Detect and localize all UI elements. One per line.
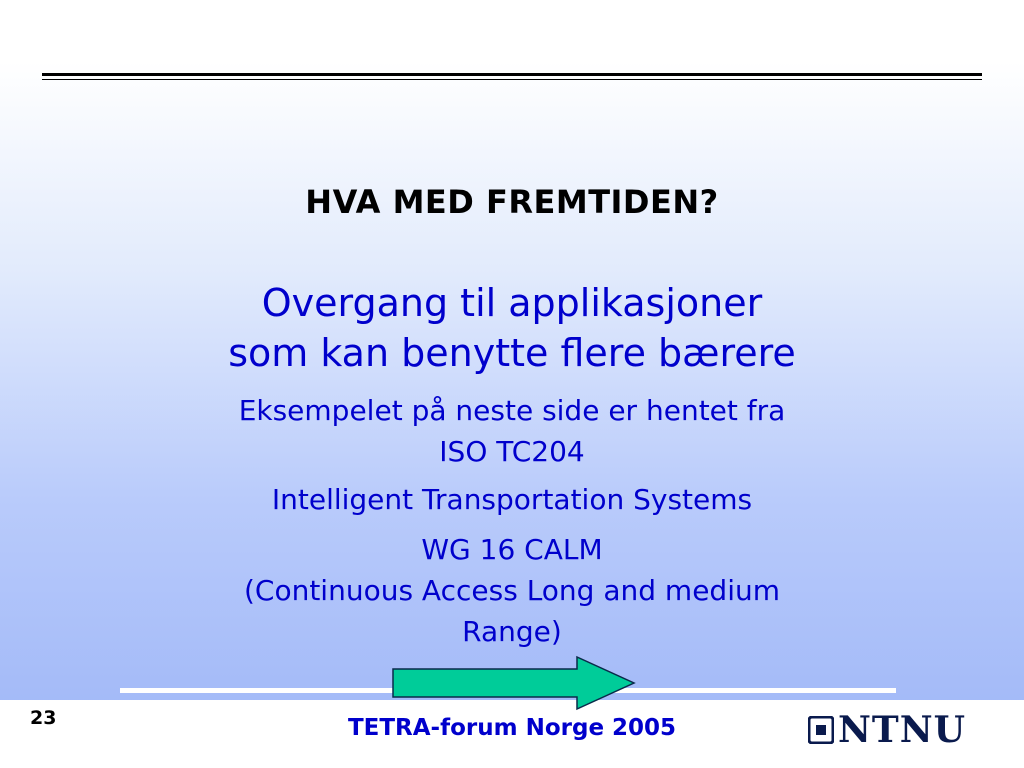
logo-text: NTNU	[838, 709, 966, 751]
slide-title: HVA MED FREMTIDEN?	[305, 183, 719, 221]
footer-text: TETRA-forum Norge 2005	[347, 715, 677, 741]
body-line-6: Range)	[462, 615, 562, 648]
body-line-1: Eksempelet på neste side er hentet fra	[238, 394, 786, 427]
body-line-5: (Continuous Access Long and medium	[243, 574, 781, 607]
body-line-3: Intelligent Transportation Systems	[271, 483, 753, 516]
headline	[0, 278, 1024, 378]
body-line-2: ISO TC204	[439, 435, 585, 468]
body-line-4: WG 16 CALM	[421, 533, 603, 566]
headline-line-2: som kan benytte flere bærere	[228, 331, 796, 375]
headline-line-1: Overgang til applikasjoner	[261, 281, 763, 325]
ntnu-logo	[808, 710, 966, 750]
ntnu-logo-mark-icon	[808, 716, 834, 744]
top-divider	[42, 73, 982, 80]
page-number: 23	[30, 707, 57, 729]
right-arrow-icon	[391, 655, 636, 711]
